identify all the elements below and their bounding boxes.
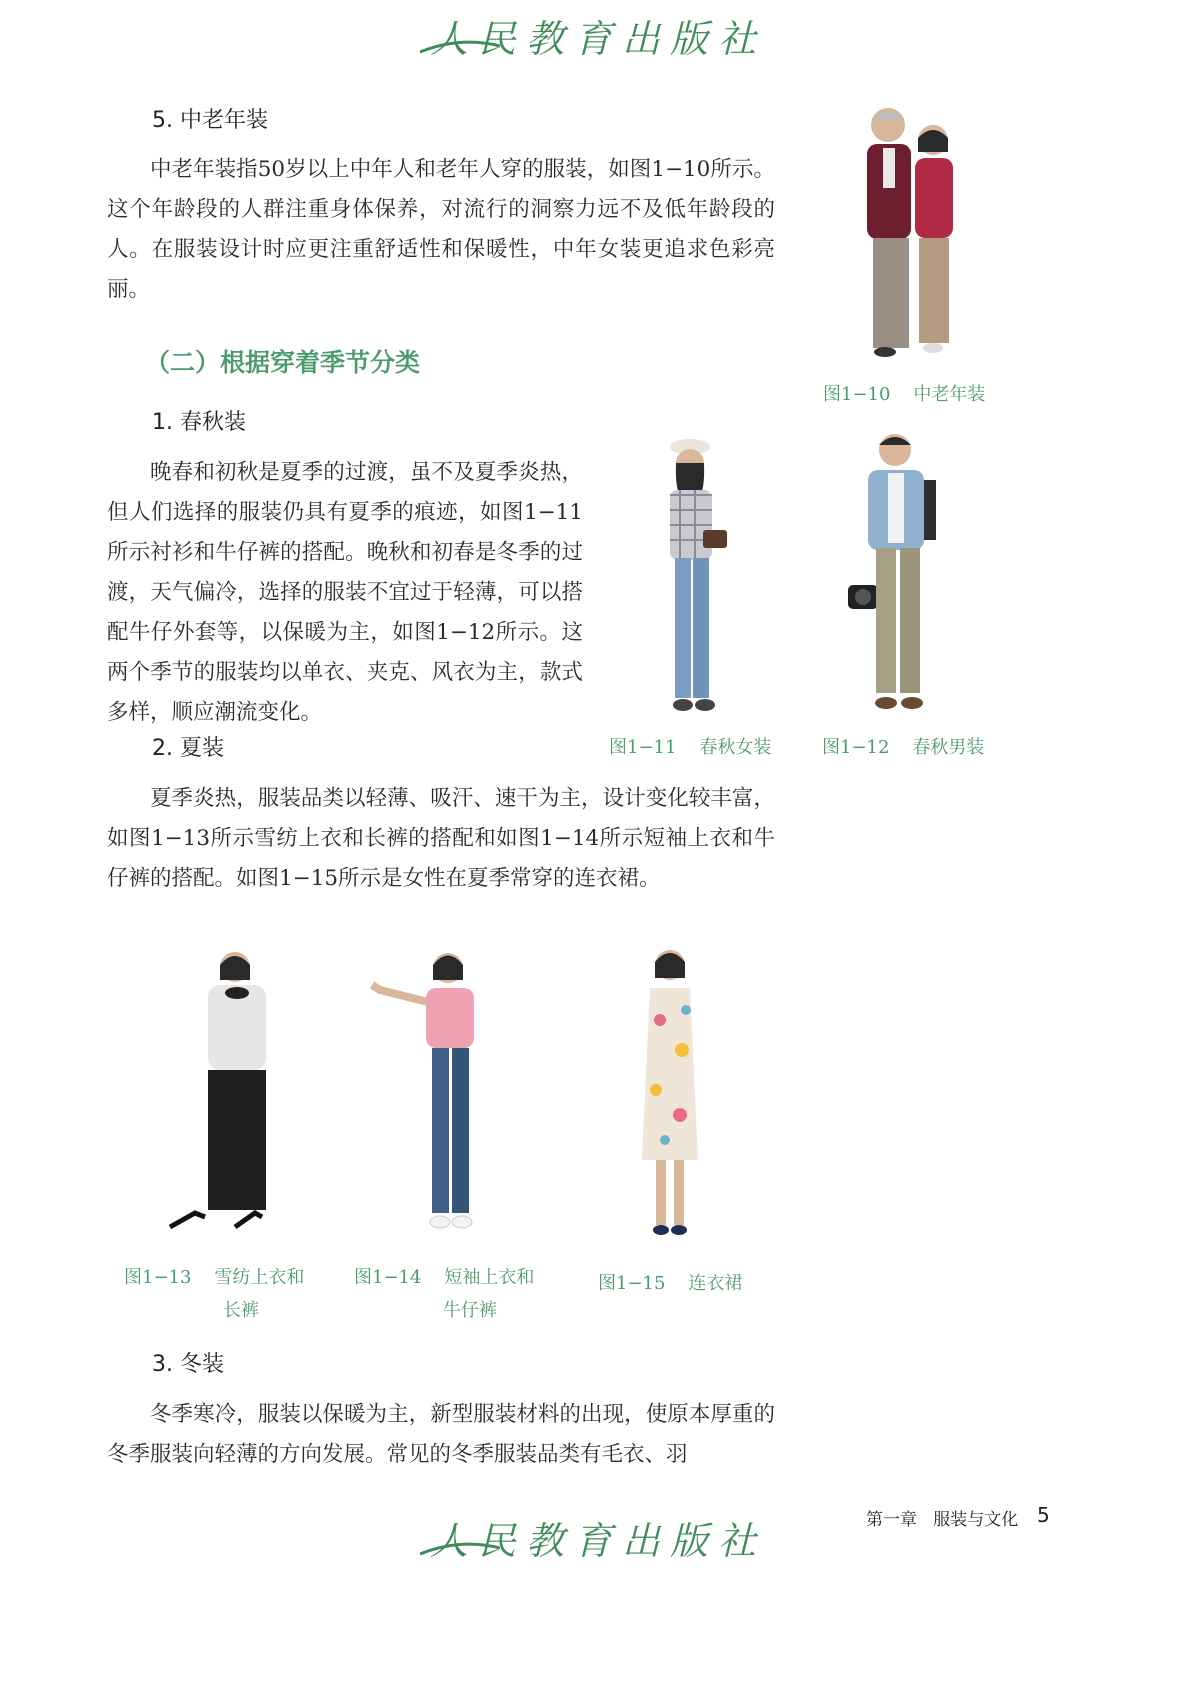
- section-title-winter: 3. 冬装: [152, 1352, 224, 1377]
- figure-1-13-caption-line2: 长裤: [223, 1300, 259, 1321]
- figure-1-12-image: [840, 425, 965, 720]
- figure-1-12-caption: 图1−12 春秋男装: [822, 737, 985, 758]
- paragraph-summer: 夏季炎热，服装品类以轻薄、吸汗、速干为主，设计变化较丰富，如图1−13所示雪纺上衣和长裤的搭配和如图1−14所示短袖上衣和牛仔裤的搭配。如图1−15所示是女性在夏季常穿的连衣裙。: [107, 786, 775, 891]
- header-publisher-logo: 人民教育出版社: [430, 8, 766, 63]
- figure-1-13-image: [150, 945, 280, 1245]
- section-title-elderly: 5. 中老年装: [152, 108, 268, 133]
- figure-1-11-image: [645, 435, 740, 720]
- section-title-summer: 2. 夏装: [152, 736, 224, 761]
- figure-1-10-image: [845, 100, 970, 365]
- paragraph-winter: 冬季寒冷，服装以保暖为主，新型服装材料的出现，使原本厚重的冬季服装向轻薄的方向发展。常见的冬季服装品类有毛衣、羽: [107, 1402, 775, 1467]
- figure-1-11-caption: 图1−11 春秋女装: [609, 737, 772, 758]
- logo-swoosh-icon: [420, 1540, 500, 1560]
- figure-1-14-caption-line2: 牛仔裤: [443, 1300, 497, 1321]
- figure-1-10-caption: 图1−10 中老年装: [823, 384, 986, 405]
- figure-1-14-caption: 图1−14 短袖上衣和: [354, 1267, 535, 1288]
- figure-1-15-image: [620, 940, 720, 1250]
- figure-1-15-caption: 图1−15 连衣裙: [598, 1273, 743, 1294]
- section-title-spring-autumn: 1. 春秋装: [152, 410, 246, 435]
- footer-chapter-label: 第一章 服装与文化: [866, 1510, 1019, 1530]
- section-title-by-season: （二）根据穿着季节分类: [145, 348, 421, 377]
- page-number: 5: [1037, 1503, 1050, 1527]
- paragraph-elderly: 中老年装指50岁以上中年人和老年人穿的服装，如图1−10所示。这个年龄段的人群注重身体保养，对流行的洞察力远不及低年龄段的人。在服装设计时应更注重舒适性和保暖性，中年女装更追求色彩亮丽。: [107, 157, 775, 302]
- footer-publisher-logo: 人民教育出版社: [430, 1510, 766, 1565]
- figure-1-14-image: [370, 940, 500, 1245]
- paragraph-spring-autumn: 晚春和初秋是夏季的过渡，虽不及夏季炎热，但人们选择的服装仍具有夏季的痕迹，如图1−11所示衬衫和牛仔裤的搭配。晚秋和初春是冬季的过渡，天气偏冷，选择的服装不宜过于轻薄，可以搭配牛仔外套等，以保暖为主，如图1−12所示。这两个季节的服装均以单衣、夹克、风衣为主，款式多样，顺应潮流变化。: [107, 460, 583, 725]
- logo-swoosh-icon: [420, 38, 500, 58]
- figure-1-13-caption: 图1−13 雪纺上衣和: [124, 1267, 305, 1288]
